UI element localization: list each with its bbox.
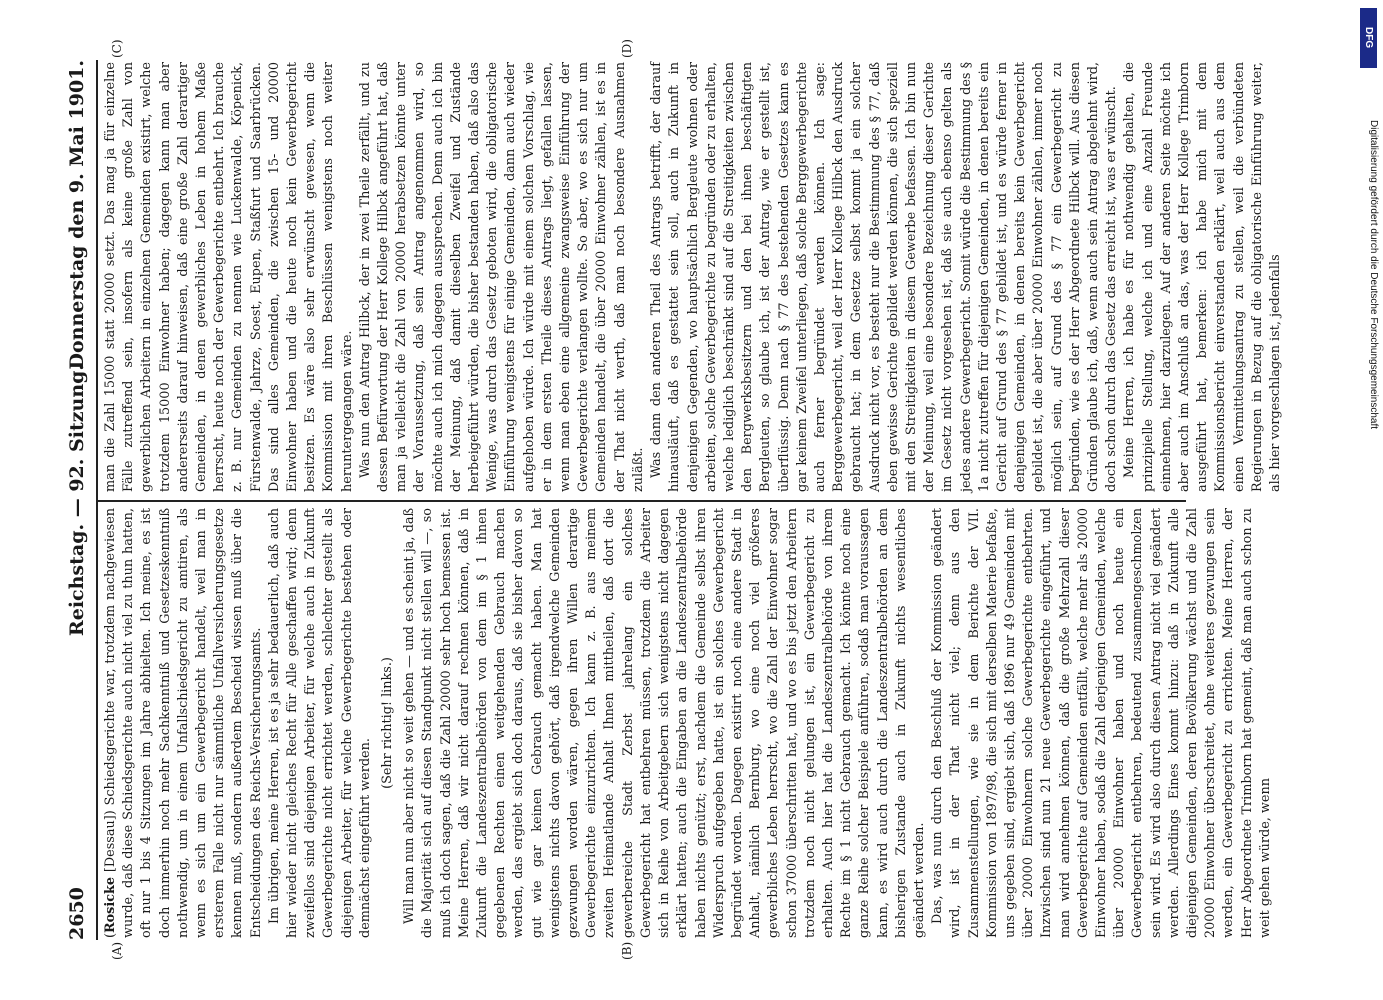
left-paragraph: Das, was nun durch den Beschluß der Kommission geändert wird, ist in der That nicht viel; denn aus den Zusammenstellungen, wie sie in dem Berichte der VII. Kommission von 1897/98, die sich mit derselben Materie befaßte, uns gegeben sind, ergiebt sich, daß 1896 nur 49 Gemeinden mit über 20000 Einwohnern solche Gewerbegerichte entbehrten. Inzwischen sind nun 21 neue Gewerbegerichte eingeführt, und man wird annehmen können, daß die große Mehrzahl dieser Gewerbegerichte auf Gemeinden entfällt, welche mehr als 20000 Einwohner haben, sodaß die Zahl derjenigen Gemeinden, welche über 20000 Einwohner haben und noch heute ein Gewerbegericht entbehren, bedeutend zusammengeschmolzen sein wird. Es wird also durch diesen Antrag nicht viel geändert werden. Allerdings Eines kommt hinzu: daß in Zukunft alle diejenigen Gemeinden, deren Bevölkerung wächst und die Zahl 20000 Einwohner überschreitet, ohne weiteres gezwungen sein werden, ein Gewerbegericht zu errichten. Meine Herren, der Herr Abgeordnete Trimborn hat gemeint, daß man auch schon zu weit gehen würde, wenn (930, 508, 1273, 938)
page-number: 2650 (66, 887, 88, 940)
marker-c: (C) (110, 39, 124, 58)
right-paragraph: Meine Herren, ich habe es für nothwendig gehalten, die prinzipielle Stellung, welche ich und eine Anzahl Freunde einnehmen, hier darzulegen. Auf der anderen Seite möchte ich aber auch im Anschluß an das, was der Herr Kollege Trimborn ausgeführt hat, bemerken: ich habe mich mit dem Kommissionsbericht einverstanden erklärt, weil auch aus dem einen Vermittelungsantrag zu stellen, weil die verbündeten Regierungen in Bezug auf die obligatorische Einführung weiter, als hier vorgeschlagen ist, jedenfalls (1122, 62, 1283, 492)
marker-a: (A) (110, 941, 124, 960)
left-paragraph-text: Schiedsgerichte war, trotzdem nachgewiesen wurde, daß diese Schiedsgerichte auch nicht viel zu thun hatten, oft nur 1 bis 4 Sitzungen im Jahre abhielten. Ich meine, es ist doch immerhin noch mehr Sachkenntniß und Gesetzeskenntniß nothwendig, um in einem Unfallschiedsgericht zu amtiren, als wenn es sich um ein Gewerbegericht handelt, weil man in ersterem Falle nicht nur sämmtliche Unfallversicherungsgesetze kennen muß, sondern außerdem Bescheid wissen muß über die Entscheidungen des Reichs-Versicherungsamts. (103, 507, 264, 938)
left-paragraph: Im übrigen, meine Herren, ist es ja sehr bedauerlich, daß auch hier wieder nicht gleiches Recht für Alle geschaffen wird; denn zweifellos sind diejenigen Arbeiter, für welche auch in Zukunft Gewerbegerichte nicht errichtet werden, schlechter gestellt als diejenigen Arbeiter, für welche Gewerbegerichte bestehen oder demnächst eingeführt werden. (266, 508, 373, 938)
right-paragraph: Was nun den Antrag Hilbck, der in zwei Theile zerfällt, und zu dessen Befürwortung der Herr Kollege Hilbck angeführt hat, daß man ja vielleicht die Zahl von 20000 herabsetzen könnte unter der Voraussetzung, daß sein Antrag angenommen wird, so möchte auch ich mich dagegen aussprechen. Denn auch ich bin der Meinung, daß damit dieselben Zweifel und Zustände herbeigeführt würden, die bisher bestanden haben, daß also das Wenige, was durch das Gesetz geboten wird, die obligatorische Einführung wenigstens für einige Gemeinden, dann auch wieder aufgehoben würde. Ich würde mit einem solchen Vorschlag, wie er in dem ersten Theile dieses Antrags liegt, gefallen lassen, wenn man eben eine allgemeine zwangsweise Einführung der Gewerbegerichte verlangen wollte. So aber, wo es sich nur um Gemeinden handelt, die über 20000 Einwohner zählen, ist es in der That nicht werth, daß man noch besondere Ausnahmen zuläßt. (357, 62, 646, 492)
left-paragraph: (Rosicke [Dessau]) Schiedsgerichte war, trotzdem nachgewiesen wurde, daß diese Schiedsgerichte auch nicht viel zu thun hatten, oft nur 1 bis 4 Sitzungen im Jahre abhielten. Ich meine, es ist doch immerhin noch mehr Sachkenntniß und Gesetzeskenntniß nothwendig, um in einem Unfallschiedsgericht zu amtiren, als wenn es sich um ein Gewerbegericht handelt, weil man in ersterem Falle nicht nur sämmtliche Unfallversicherungsgesetze kennen muß, sondern außerdem Bescheid wissen muß über die Entscheidungen des Reichs-Versicherungsamts. (103, 507, 264, 938)
speaker-party: [Dessau] (103, 815, 118, 873)
credit-text: Digitalisierung gefördert durch die Deutsche Forschungsgemeinschaft (1368, 120, 1379, 430)
right-paragraph: man die Zahl 15000 statt 20000 setzt. Das mag ja für einzelne Fälle zutreffend sein, insofern als keine große Zahl von gewerblichen Arbeitern in einzelnen Gemeinden existirt, welche trotzdem 15000 Einwohner haben; dagegen kann man aber andererseits darauf hinweisen, daß eine große Zahl derartiger Gemeinden, in denen gewerbliches Leben in hohem Maße herrscht, heute noch der Gewerbegerichte entbehrt. Ich brauche z. B. nur Gemeinden zu nennen wie Luckenwalde, Köpenick, Fürstenwalde, Jahrze, Soest, Eupen, Staßfurt und Saarbrücken. Das sind alles Gemeinden, die zwischen 15- und 20000 Einwohner haben und die heute noch kein Gewerbegericht besitzen. Es wäre also sehr erwünscht gewesen, wenn die Kommission mit ihren Beschlüssen wenigstens noch weiter heruntergegangen wäre. (103, 62, 355, 492)
left-paragraph: Will man nun aber nicht so weit gehen — und es scheint ja, daß die Majorität sich auf diesen Standpunkt nicht stellen will —, so muß ich doch sagen, daß die Zahl 20000 sehr hoch bemessen ist. Meine Herren, daß wir nicht darauf rechnen können, daß in Zukunft die Landeszentralbehörden von dem im § 1 ihnen gegebenen Rechten einen weitgehenden Gebrauch machen werden, das ergiebt sich doch daraus, daß sie bisher davon so gut wie gar keinen Gebrauch gemacht haben. Man hat wenigstens nichts davon gehört, daß irgendwelche Gemeinden gezwungen worden wären, gegen ihren Willen derartige Gewerbegerichte einzurichten. Ich kann z. B. aus meinem zweiten Heimatlande Anhalt Ihnen mittheilen, daß dort die gewerbereiche Stadt Zerbst jahrelang ein solches Gewerbegericht hat entbehren müssen, trotzdem die Arbeiter sich in Reihe von Arbeitgebern sich wenigstens nicht dagegen erklärt hatten; auch die Eingaben an die Landeszentralbehörde haben nichts genützt; erst, nachdem die Gemeinde selbst ihren Widerspruch aufgegeben hatte, ist ein solches Gewerbegericht begründet worden. Dagegen existirt noch eine andere Stadt in Anhalt, nämlich Bernburg, wo eine noch viel größeres gewerbliches Leben herrscht, wo die Zahl der Einwohner sogar schon 37000 überschritten hat, und wo es bis jetzt den Arbeitern trotzdem noch nicht gelungen ist, ein Gewerbegericht zu erhalten. Auch hier hat die Landeszentralbehörde von ihrem Rechte im § 1 nicht Gebrauch gemacht. Ich könnte noch eine ganze Reihe solcher Beispiele anführen, sodaß man voraussagen kann, es wird auch durch die Landeszentralbehörden an dem bisherigen Zustande auch in Zukunft nichts wesentliches geändert werden. (402, 508, 927, 938)
right-paragraph: Was dann den anderen Theil des Antrags betrifft, der darauf hinausläuft, daß es gestattet sein soll, auch in Zukunft in denjenigen Gegenden, wo hauptsächlich Bergleute wohnen oder arbeiten, solche Gewerbegerichte zu begründen oder zu erhalten, welche lediglich beschränkt sind auf die Streitigkeiten zwischen den Bergwerksbesitzern und den bei ihnen beschäftigten Bergleuten, so glaube ich, ist der Antrag, wie er gestellt ist, überflüssig. Denn nach § 77 des bestehenden Gesetzes kann es gar keinem Zweifel unterliegen, daß solche Berggewerbegerichte auch ferner begründet werden können. Ich sage: Berggewerbegericht, weil der Herr Kollege Hilbck den Ausdruck gebraucht hat; in dem Gesetze selbst kommt ja ein solcher Ausdruck nicht vor, es besteht nur die Bestimmung des § 77, daß eben gewisse Gerichte gebildet werden können, die sich speziell mit den Streitigkeiten in diesem Gewerbe befassen. Ich bin nun der Meinung, weil eine besondere Bezeichnung dieser Gerichte im Gesetz nicht vorgesehen ist, daß sie auch ebenso gelten als jedes andere Gewerbegericht. Somit würde die Bestimmung des § 1a nicht zutreffen für diejenigen Gemeinden, in denen bereits ein Gericht auf Grund des § 77 gebildet ist, und es würde ferner in denjenigen Gemeinden, in denen bereits kein Gewerbegericht gebildet ist, die aber über 20000 Einwohner zählen, immer noch möglich sein, auf Grund des § 77 ein Gewerbegericht zu begründen, wie es der Herr Abgeordnete Hilbck will. Aus diesen Gründen glaube ich, daß, wenn auch sein Antrag abgelehnt wird, doch schon durch das Gesetz das erreicht ist, was er wünscht. (649, 62, 1120, 492)
page-header (62, 60, 96, 940)
marker-d: (D) (620, 39, 634, 58)
speaker-name: Rosicke (103, 876, 118, 933)
interjection: (Sehr richtig! links.) (380, 657, 396, 789)
digitization-credit (1358, 0, 1380, 1000)
left-column (102, 507, 1273, 938)
session-title: Reichstag. — 92. Sitzung. (66, 363, 88, 637)
dfg-logo: DFG (1360, 8, 1377, 68)
right-column (102, 62, 1283, 492)
column-divider (96, 500, 1186, 502)
marker-b: (B) (620, 941, 634, 960)
session-date: Donnerstag den 9. Mai 1901. (66, 60, 88, 370)
